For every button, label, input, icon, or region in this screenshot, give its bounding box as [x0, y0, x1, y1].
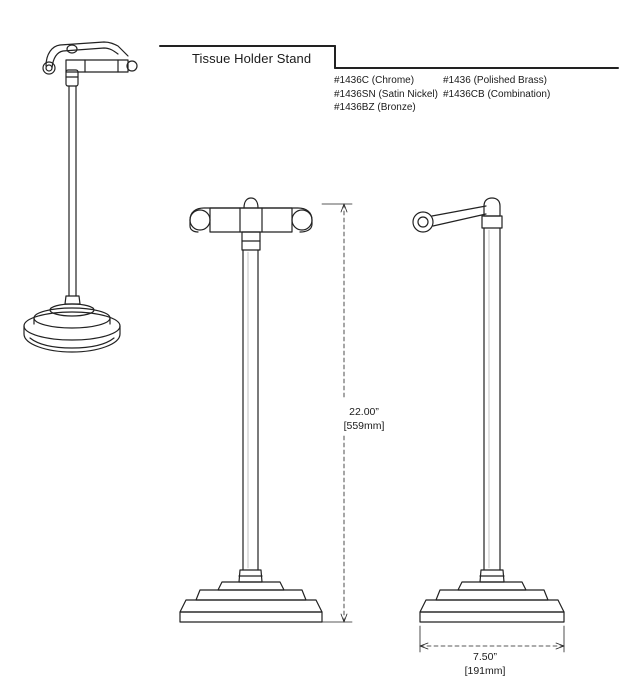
width-dimension-line	[420, 626, 564, 652]
model-list-right	[443, 74, 550, 101]
front-view	[180, 198, 322, 622]
isometric-view	[24, 42, 137, 352]
page-title: Tissue Holder Stand	[192, 51, 312, 66]
model-item: #1436BZ (Bronze)	[334, 102, 416, 113]
width-millimeters: [191mm]	[464, 665, 506, 677]
model-list-left	[334, 74, 438, 115]
model-item: #1436SN (Satin Nickel)	[334, 88, 438, 100]
side-view	[413, 198, 564, 622]
model-item: #1436CB (Combination)	[443, 88, 551, 100]
height-inches: 22.00”	[349, 406, 379, 418]
height-millimeters: [559mm]	[343, 420, 385, 432]
model-item: #1436C (Chrome)	[334, 75, 415, 86]
width-dimension-label	[455, 650, 515, 678]
model-item: #1436 (Polished Brass)	[443, 75, 547, 86]
width-inches: 7.50”	[473, 651, 497, 663]
height-dimension-label	[336, 405, 392, 433]
